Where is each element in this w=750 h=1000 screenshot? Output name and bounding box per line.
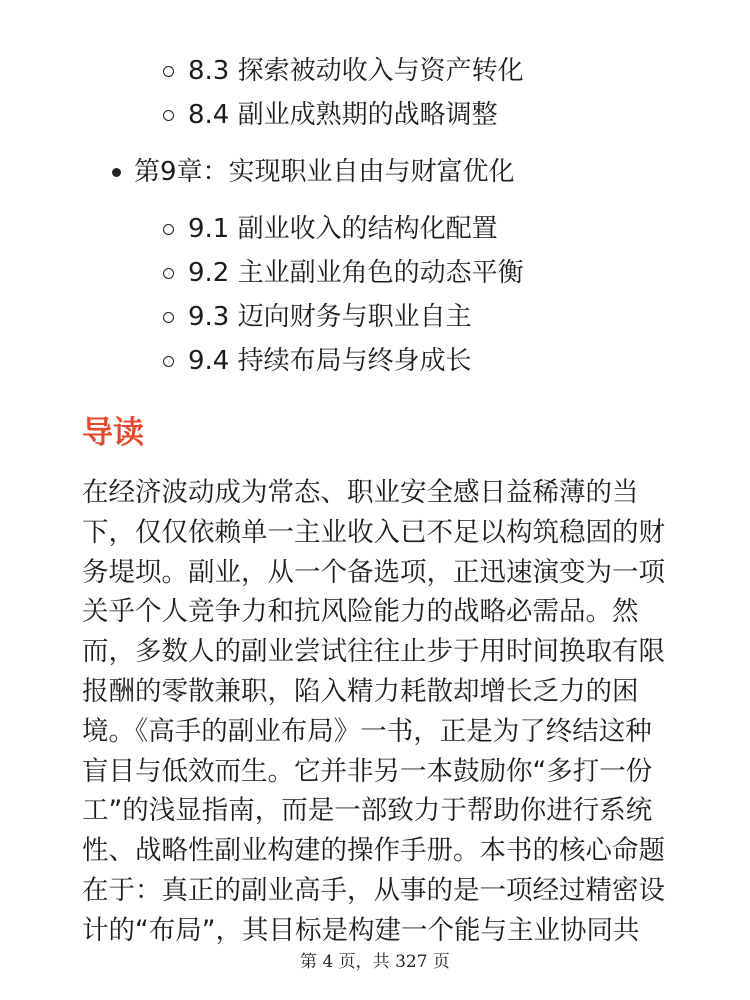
section-title: 导读 bbox=[82, 415, 144, 451]
paragraph-line: 报酬的零散兼职，陷入精力耗散却增长乏力的困 bbox=[82, 675, 639, 707]
paragraph-line: 务堤坝。副业，从一个备选项，正迅速演变为一项 bbox=[82, 556, 665, 588]
toc-chapter-9[interactable]: 第9章：实现职业自由与财富优化 bbox=[134, 157, 515, 187]
paragraph-line: 计的“布局”，其目标是构建一个能与主业协同共 bbox=[82, 914, 640, 946]
toc-subitem-8-4[interactable]: 8.4 副业成熟期的战略调整 bbox=[188, 100, 498, 130]
toc-subitem-9-1[interactable]: 9.1 副业收入的结构化配置 bbox=[188, 214, 498, 244]
paragraph-line: 境。《高手的副业布局》一书，正是为了终结这种 bbox=[82, 715, 652, 747]
toc-subitem-9-4[interactable]: 9.4 持续布局与终身成长 bbox=[188, 346, 472, 376]
page-number: 第 4 页，共 327 页 bbox=[300, 952, 450, 972]
paragraph-line: 性、战略性副业构建的操作手册。本书的核心命题 bbox=[82, 835, 665, 867]
paragraph-line: 在于：真正的副业高手，从事的是一项经过精密设 bbox=[82, 874, 665, 906]
toc-subitem-9-2[interactable]: 9.2 主业副业角色的动态平衡 bbox=[188, 258, 524, 288]
paragraph-line: 盲目与低效而生。它并非另一本鼓励你“多打一份 bbox=[82, 755, 653, 787]
body-paragraph bbox=[82, 473, 682, 951]
toc-subitem-8-3[interactable]: 8.3 探索被动收入与资产转化 bbox=[188, 56, 524, 86]
paragraph-line: 下，仅仅依赖单一主业收入已不足以构筑稳固的财 bbox=[82, 516, 665, 548]
toc-subitem-9-3[interactable]: 9.3 迈向财务与职业自主 bbox=[188, 302, 472, 332]
paragraph-line: 关乎个人竞争力和抗风险能力的战略必需品。然 bbox=[82, 596, 639, 628]
paragraph-line: 而，多数人的副业尝试往往止步于用时间换取有限 bbox=[82, 636, 665, 668]
paragraph-line: 在经济波动成为常态、职业安全感日益稀薄的当 bbox=[82, 477, 639, 508]
paragraph-line: 工”的浅显指南，而是一部致力于帮助你进行系统 bbox=[82, 795, 653, 827]
